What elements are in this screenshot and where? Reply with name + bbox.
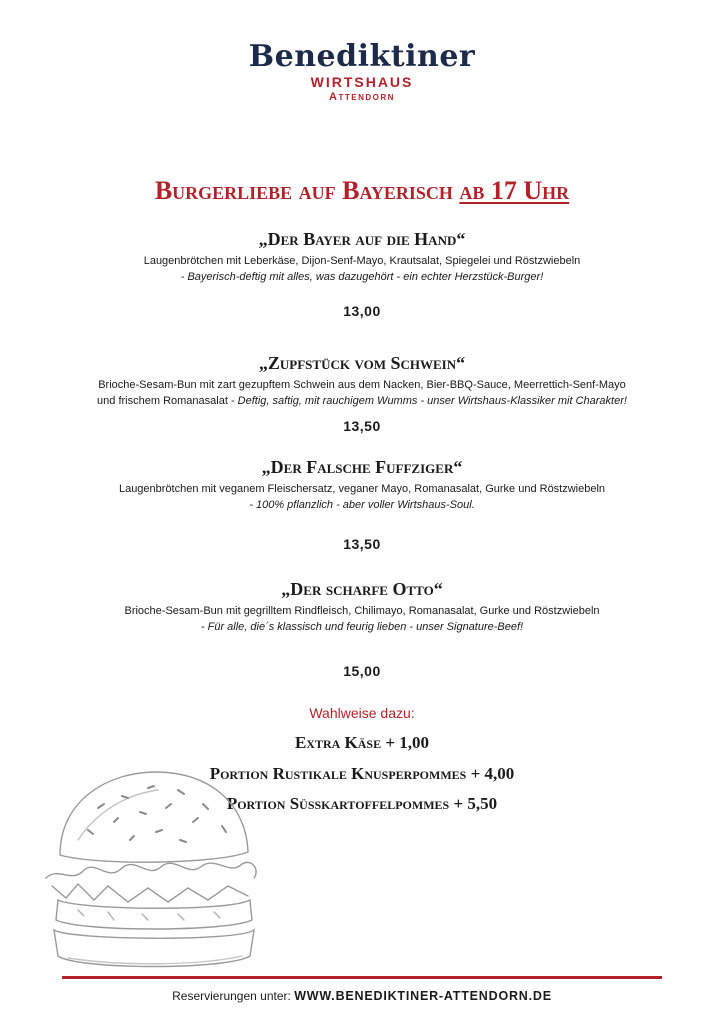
- item-tagline: - 100% pflanzlich - aber voller Wirtshaus-Soul.: [249, 499, 475, 511]
- item-description-cont: und frischem Romanasalat -: [97, 395, 238, 407]
- item-description: Brioche-Sesam-Bun mit gegrilltem Rindfleisch, Chilimayo, Romanasalat, Gurke und Röstzwiebeln: [124, 605, 600, 617]
- item-tagline: Deftig, saftig, mit rauchigem Wumms - unser Wirtshaus-Klassiker mit Charakter!: [237, 395, 627, 407]
- menu-item: [0, 456, 724, 513]
- item-price: 15,00: [343, 663, 381, 679]
- footer-label: Reservierungen unter:: [172, 989, 295, 1003]
- item-tagline: - Für alle, die´s klassisch und feurig lieben - unser Signature-Beef!: [200, 621, 524, 633]
- item-name: „Der scharfe Otto“: [281, 579, 443, 599]
- item-name: „Der Bayer auf die Hand“: [258, 229, 466, 249]
- footer-divider: [62, 976, 662, 979]
- item-price: 13,50: [343, 536, 381, 552]
- item-name: „Der Falsche Fuffziger“: [261, 457, 463, 477]
- item-tagline: - Bayerisch-deftig mit alles, was dazugehört - ein echter Herzstück-Burger!: [180, 271, 544, 283]
- extra-item: Extra Käse + 1,00: [294, 733, 430, 752]
- section-title-main: Burgerliebe auf Bayerisch: [154, 176, 453, 205]
- footer: [0, 989, 724, 1003]
- brand-logo: [0, 40, 724, 104]
- brand-subtitle: WIRTSHAUS: [310, 74, 414, 90]
- item-description: Brioche-Sesam-Bun mit zart gezupftem Schwein aus dem Nacken, Bier-BBQ-Sauce, Meerrettich-Senf-Mayo: [98, 379, 626, 391]
- menu-item: [0, 578, 724, 635]
- extra-item: Portion Süsskartoffelpommes + 5,50: [226, 794, 498, 813]
- section-title: [0, 176, 724, 206]
- brand-name: Benediktiner: [248, 39, 476, 74]
- item-description: Laugenbrötchen mit Leberkäse, Dijon-Senf-Mayo, Krautsalat, Spiegelei und Röstzwiebeln: [143, 255, 581, 267]
- menu-item: [0, 228, 724, 285]
- extra-item: Portion Rustikale Knusperpommes + 4,00: [209, 764, 515, 783]
- section-title-time: ab 17 Uhr: [459, 176, 570, 205]
- item-name: „Zupfstück vom Schwein“: [258, 353, 466, 373]
- brand-town: Attendorn: [329, 91, 395, 103]
- menu-item: [0, 352, 724, 409]
- burger-illustration: [38, 760, 268, 975]
- item-price: 13,50: [343, 418, 381, 434]
- item-description: Laugenbrötchen mit veganem Fleischersatz, veganer Mayo, Romanasalat, Gurke und Röstzwiebeln: [118, 483, 606, 495]
- item-price: 13,00: [343, 303, 381, 319]
- extras-heading: Wahlweise dazu:: [309, 705, 415, 721]
- footer-website-link[interactable]: WWW.BENEDIKTINER-ATTENDORN.DE: [294, 989, 552, 1003]
